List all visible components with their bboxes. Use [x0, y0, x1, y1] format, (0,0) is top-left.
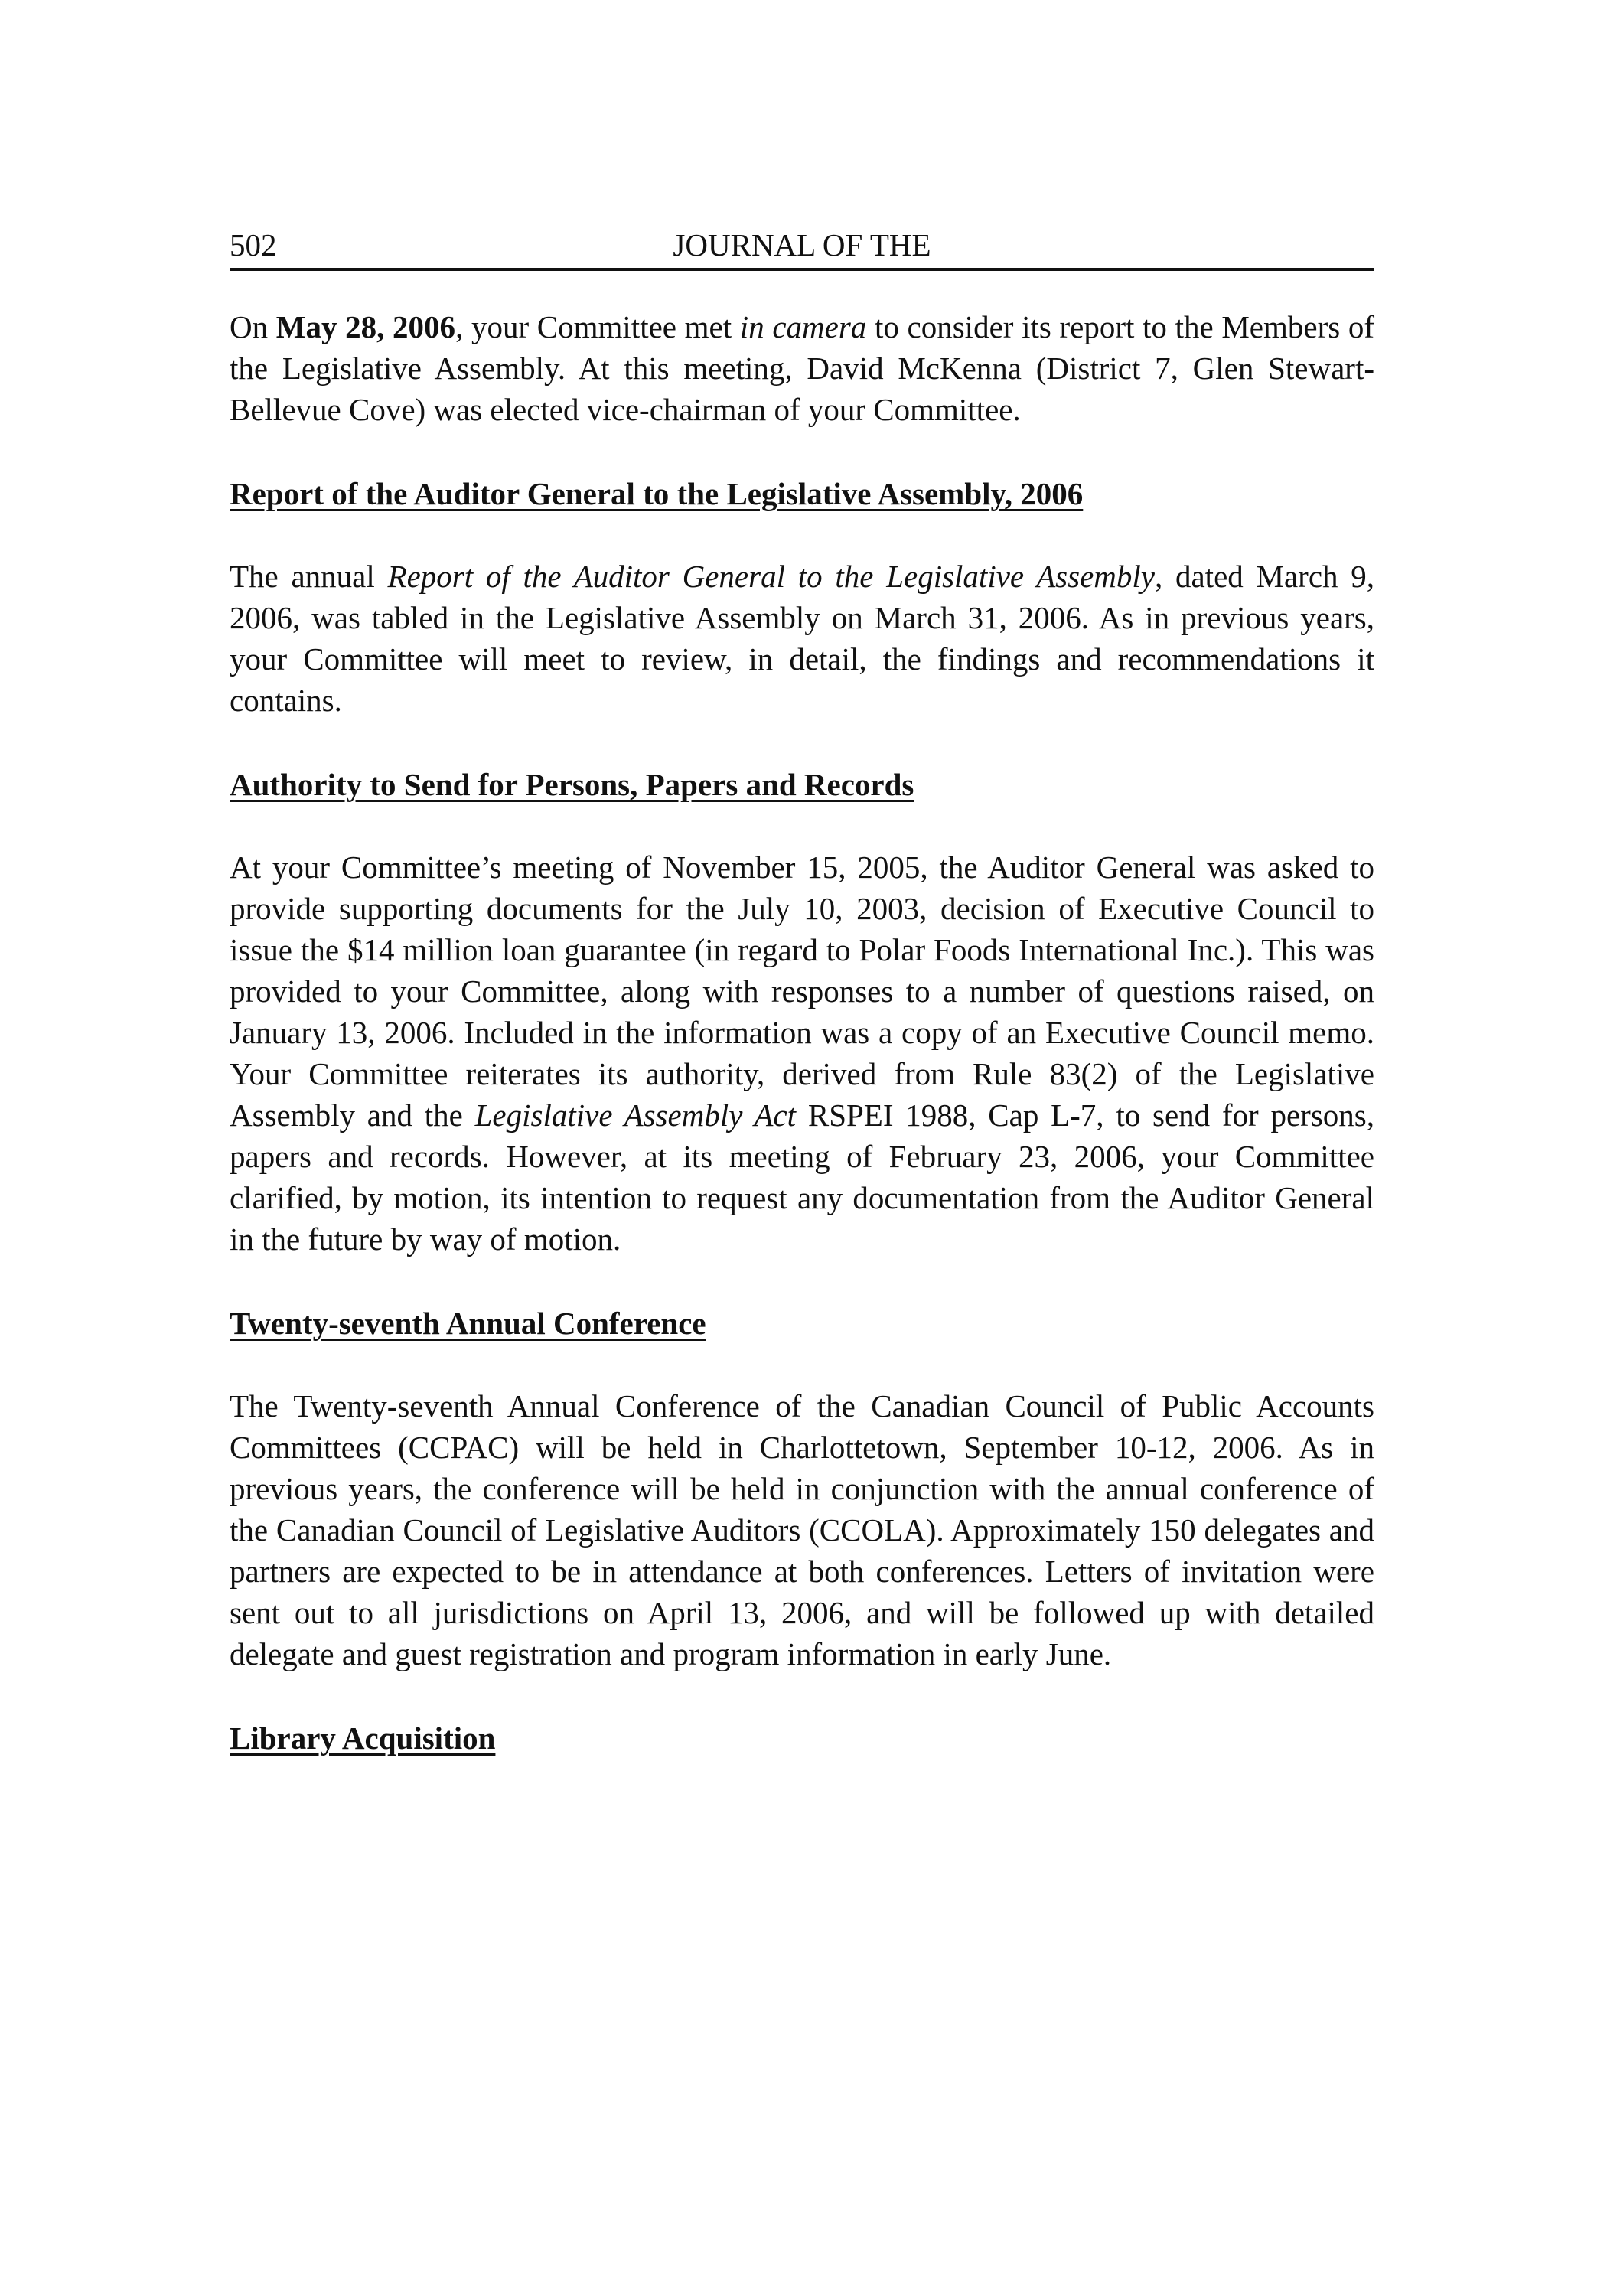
authority-paragraph [230, 846, 1374, 1260]
conference-paragraph: The Twenty-seventh Annual Conference of the Canadian Council of Public Accounts Committees (CCPAC) will be held in Charlottetown, September 10-12, 2006. As in previous years, the conference will be held in conjunction with the annual conference of the Canadian Council of Legislative Auditors (CCOLA). Approximately 150 delegates and partners are expected to be in attendance at both conferences. Letters of invitation were sent out to all jurisdictions on April 13, 2006, and will be followed up with detailed delegate and guest registration and program information in early June. [230, 1388, 1374, 1671]
journal-title: JOURNAL OF THE [673, 227, 931, 263]
auditor-report-title: Report of the Auditor General to the Legislative Assembly [387, 559, 1155, 594]
meeting-date: May 28, 2006 [275, 309, 456, 344]
page-number: 502 [230, 227, 277, 263]
auditor-report-paragraph [230, 556, 1374, 721]
auditor-report-text-2: , dated March 9, 2006, was tabled in the Legislative Assembly on March 31, 2006. As in previous years, your Committee will meet to review, in detail, the findings and recommendations it contains. [230, 559, 1375, 718]
in-camera-term: in camera [739, 309, 867, 344]
conference-heading: Twenty-seventh Annual Conference [230, 1306, 706, 1341]
intro-paragraph [230, 306, 1374, 430]
legislative-assembly-act: Legislative Assembly Act [474, 1097, 797, 1133]
authority-text-1: At your Committee’s meeting of November 15, 2005, the Auditor General was asked to provide supporting documents for the July 10, 2003, decision of Executive Council to issue the $14 million loan guarantee (in regard to Polar Foods International Inc.). This was provided to your Committee, along with responses to a number of questions raised, on January 13, 2006. Included in the information was a copy of an Executive Council memo. Your Committee reiterates its authority, derived from Rule 83(2) of the Legislative Assembly and the [230, 850, 1374, 1133]
library-heading: Library Acquisition [230, 1720, 496, 1756]
journal-page [230, 222, 1374, 1759]
auditor-report-heading: Report of the Auditor General to the Legislative Assembly, 2006 [230, 476, 1084, 511]
auditor-report-text-1: The annual [230, 559, 388, 594]
running-header [230, 222, 1374, 271]
intro-text-3: to consider its report to the Members of the Legislative Assembly. At this meeting, David McKenna (District 7, Glen Stewart-Bellevue Cove) was elected vice-chairman of your Committee. [230, 309, 1375, 427]
authority-heading: Authority to Send for Persons, Papers and Records [230, 767, 914, 802]
authority-text-2: RSPEI 1988, Cap L-7, to send for persons, papers and records. However, at its meeting of February 23, 2006, your Committee clarified, by motion, its intention to request any documentation from the Auditor General in the future by way of motion. [230, 1097, 1374, 1257]
intro-text-1: On [230, 309, 276, 344]
intro-text-2: , your Committee met [455, 309, 740, 344]
